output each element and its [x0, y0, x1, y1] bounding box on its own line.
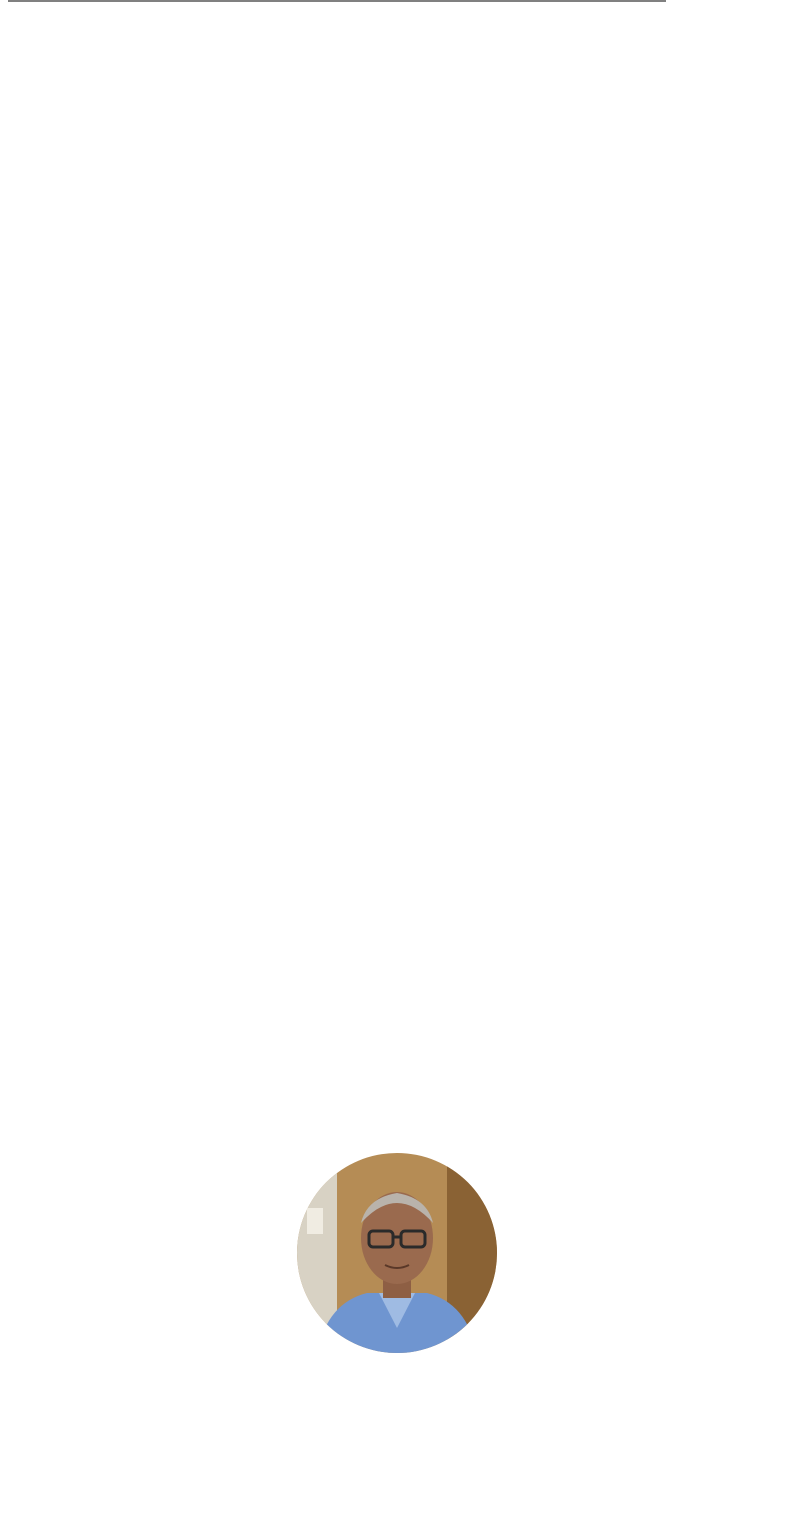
comparison-table	[8, 0, 666, 2]
document-body	[8, 0, 786, 2]
author-photo-illustration	[297, 1153, 497, 1353]
author-avatar	[297, 1153, 497, 1353]
